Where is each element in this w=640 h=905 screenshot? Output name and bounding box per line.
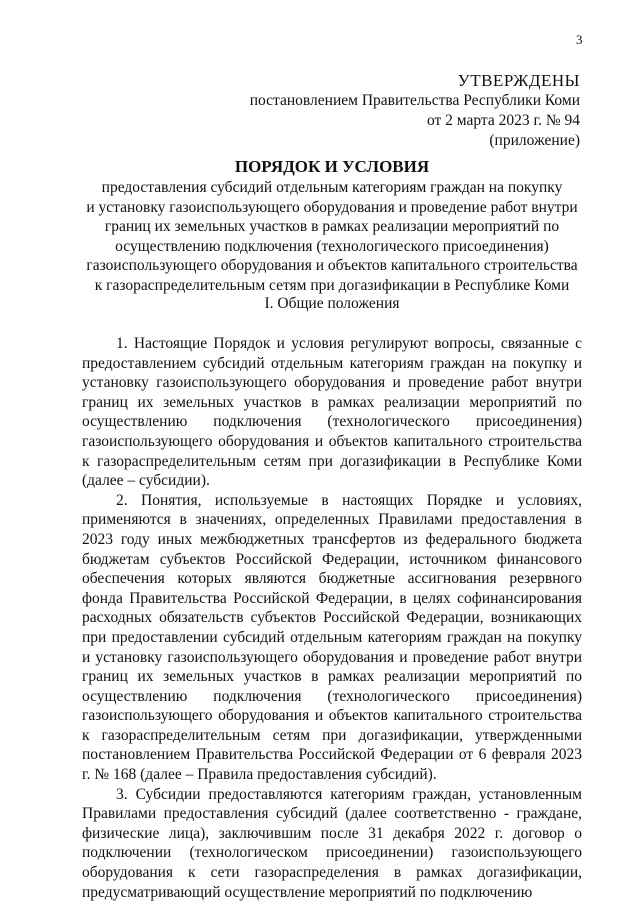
section-heading: I. Общие положения xyxy=(264,295,400,312)
approval-block xyxy=(250,71,580,151)
page-number: 3 xyxy=(576,32,583,47)
subtitle-line: предоставления субсидий отдельным категориям граждан на покупку xyxy=(101,179,563,196)
paragraph-1: 1. Настоящие Порядок и условия регулируют вопросы, связанные с предоставлением субсидий отдельным категориям граждан на покупку и установку газоиспользующего оборудования и проведение работ внутри границ их земельных участков в рамках реализации мероприятий по осуществлению подключения (технологического присоединения) газоиспользующего оборудования и объектов капитального строительства к газораспределительным сетям при догазификации в Республике Коми (далее – субсидии). xyxy=(82,335,582,490)
approval-heading: УТВЕРЖДЕНЫ xyxy=(457,71,580,90)
subtitle-line: осуществлению подключения (технологического присоединения) xyxy=(115,237,549,255)
paragraph-3: 3. Субсидии предоставляются категориям граждан, установленным Правилами предоставления субсидий (далее соответственно - граждане, физические лица), заключившим после 31 декабря 2022 г. договор о подключении (технологическом присоединении) газоиспользующего оборудования к сети газораспределения в рамках догазификации, предусматривающий осуществление мероприятий по подключению xyxy=(82,785,582,901)
approval-appendix: (приложение) xyxy=(489,132,580,149)
subtitle-line: газоиспользующего оборудования и объектов капитального строительства xyxy=(86,257,578,274)
paragraph-2: 2. Понятия, используемые в настоящих Порядке и условиях, применяются в значениях, определенных Правилами предоставления в 2023 году иных межбюджетных трансфертов из федерального бюджета бюджетам субъектов Российской Федерации, источником финансового обеспечения которых являются бюджетные ассигнования резервного фонда Правительства Российской Федерации, в целях софинансирования расходных обязательств субъектов Российской Федерации, возникающих при предоставлении субсидий отдельным категориям граждан на покупку и установку газоиспользующего оборудования и проведение работ внутри границ их земельных участков в рамках реализации мероприятий по осуществлению подключения (технологического присоединения) газоиспользующего оборудования и объектов капитального строительства к газораспределительным сетям при догазификации, утвержденными постановлением Правительства Российской Федерации от 6 февраля 2023 г. № 168 (далее – Правила предоставления субсидий). xyxy=(82,491,582,784)
subtitle-line: к газораспределительным сетям при догазификации в Республике Коми xyxy=(94,276,570,294)
subtitle-line: границ их земельных участков в рамках реализации мероприятий по xyxy=(104,218,560,235)
document-body xyxy=(82,334,582,902)
document-title: ПОРЯДОК И УСЛОВИЯ xyxy=(234,157,430,176)
document-subtitle xyxy=(82,178,582,295)
subtitle-line: и установку газоиспользующего оборудования и проведение работ внутри xyxy=(86,198,578,216)
approval-resolution: постановлением Правительства Республики Коми xyxy=(249,92,580,109)
approval-date: от 2 марта 2023 г. № 94 xyxy=(426,112,580,129)
